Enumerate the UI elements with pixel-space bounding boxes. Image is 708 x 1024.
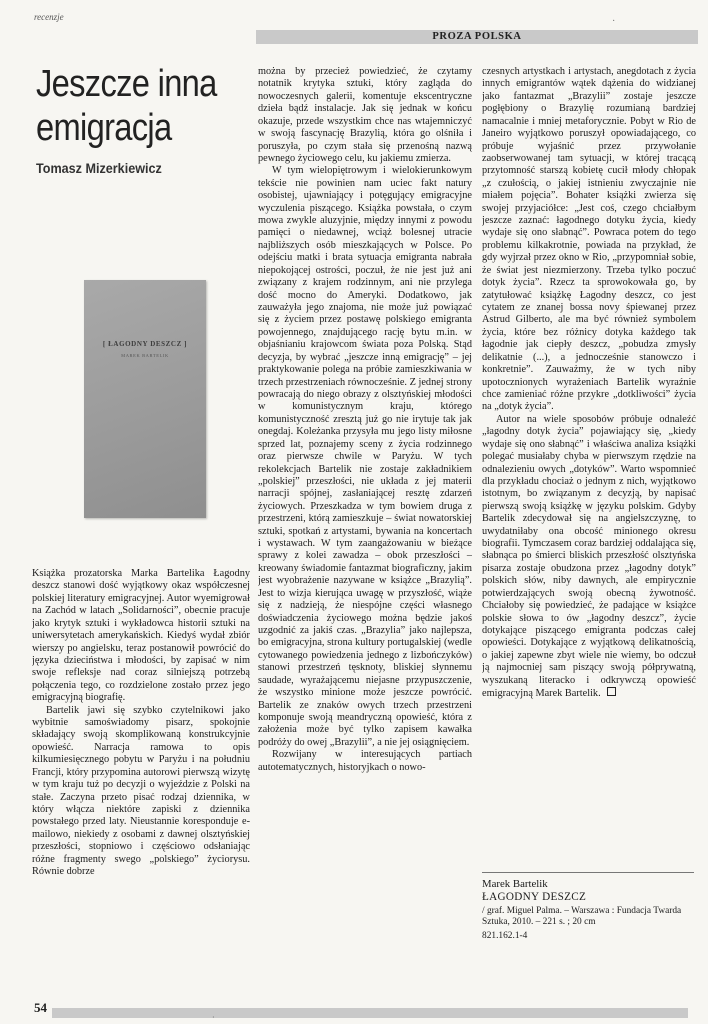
book-cover-author: MAREK BARTELIK	[121, 353, 169, 358]
article-author: Tomasz Mizerkiewicz	[36, 160, 162, 176]
paragraph	[482, 414, 696, 701]
paragraph: można by przecież powiedzieć, że czytamy notatnik krytyka sztuki, który zagląda do nowoczesnych galerii, komentuje ekscentryczne dzieła bądź instalacje. Jak się jednak w końcu okazuje, przede wszystkim chce nas wtajemniczyć w swoją fascynację Brazylią, która go olśniła i poruszyła, po czym stała się przenośną nazwą pewnego życiowego celu, ku jakiemu zmierza.	[258, 66, 472, 164]
article-title-line2: emigracja	[36, 107, 172, 149]
print-speck: ·	[612, 16, 616, 27]
paragraph: Bartelik jawi się szybko czytelnikowi jako wybitnie samoświadomy pisarz, spokojnie składający swoją skomplikowaną konstrukcyjnie opowieść. Narracja ramowa to opis kilkumiesięcznego pobytu w Paryżu i na południu Francji, który przypomina autorowi pierwszą wizytę w tym kraju tuż po decyzji o wyjeździe z Polski na stałe. Zaczyna przeto pisać rodzaj dziennika, w który włącza niektóre zapiski z dziennika powstałego przed laty. Nieustannie koresponduje e-mailowo, niekiedy z osobami z dawnej olsztyńskiej przeszłości, stopniowo i częściowo odsłaniając różne fragmenty swego „polskiego” życiorysu. Równie dobrze	[32, 704, 250, 878]
footer-bar	[52, 1008, 688, 1018]
bibliography-divider	[482, 872, 694, 873]
text-column-3	[482, 66, 696, 866]
bibliography-imprint: / graf. Miguel Palma. – Warszawa : Fundacja Twarda Sztuka, 2010. – 221 s. ; 20 cm	[482, 906, 682, 928]
paragraph: Książka prozatorska Marka Bartelika Łagodny deszcz stanowi dość wyjątkowy okaz współczesnej polskiej literatury emigracyjnej. Autor wyemigrował na Zachód w latach „Solidarności”, obecnie pracuje jako krytyk sztuki i wykładowca historii sztuki na uniwersytetach amerykańskich. Kiedyś wydał zbiór wierszy po angielsku, teraz postanowił powrócić do języka dzieciństwa i młodości, by zapisać w nim swoje refleksje nad coraz silniejszą potrzebą połączenia tego, co rozdzielone zostało przez jego emigracyjną biografię.	[32, 568, 250, 704]
article-title-line1: Jeszcze inna	[36, 63, 217, 105]
text-column-1	[32, 568, 250, 982]
paragraph: czesnych artystkach i artystach, anegdotach z życia innych emigrantów wątek dążenia do widzianej jako fantazmat „Brazylii” zostaje jeszcze pogłębiony o Brazylię rozumianą bardziej namacalnie i mniej metaforycznie. Pobyt w Rio de Janeiro wyjątkowo poruszył opowiadającego, co próbuje wyjaśnić przez przywołanie zaobserwowanej tam sytuacji, w której tracącą przytomność starszą kobietę cucił młody chłopak „z czułością, o jakiej istnieniu zwyczajnie nie miałem pojęcia”. Bohater książki zwierza się swojej przyjaciółce: „Jest coś, czego chciałbym jeszcze zaznać: łagodnego dotyku życia, kiedy wydaje się ono słabnąć”. Powraca potem do tego problemu kilkakrotnie, powiada na przykład, że gdy wyjrzał przez okno w Rio, „przypomniał sobie, że świat jest niezmierzony. Trzeba tylko poczuć dotyk życia”. Rzecz ta sprowokowała go, by zatytułować książkę Łagodny deszcz, co jest cytatem ze znanej bossa novy śpiewanej przez Astrud Gilberto, ale ma być również symbolem życia, które bez różnicy dotyka każdego tak łagodnie jak ciepły deszcz, „pobudza zmysły delikatnie (...), a jednocześnie stanowczo i konkretnie”. Zauważmy, że w tych niby upotocznionych wyrażeniach Bartelik wyraźnie chce zamieniać różne przykre „dotkliwości” życia na „dotyk życia”.	[482, 66, 696, 413]
section-label: recenzje	[34, 12, 64, 22]
bibliography-author: Marek Bartelik	[482, 878, 548, 890]
bibliography-classification: 821.162.1-4	[482, 930, 528, 941]
print-speck: ·	[212, 1013, 215, 1022]
paragraph: Rozwijany w interesujących partiach autotematycznych, historyjkach o nowo-	[258, 749, 472, 773]
paragraph: W tym wielopiętrowym i wielokierunkowym tekście nie powinien nam uciec fakt natury osobistej, ujawniający i potęgujący emigracyjne wyczulenia piszącego. Książka powstała, o czym mowa zwykle aluzyjnie, między innymi z powodu pamięci o niedawnej, wciąż bolesnej utracie najbliższych osób mieszkających w Polsce. Po odejściu matki i brata sytuacja emigranta nabrała niepokojącej ostrości, poczuł, że nie jest już ani związany z krajem rodzinnym, ani nie przylega dość mocno do Ameryki. Dodatkowo, jak zauważyła jego znajoma, nie może już powiązać się z życiem przez postawę polskiego emigranta powojennego, znajdującego rację bytu m.in. w objaśnianiu krajowcom świata poza Polską. Stąd decyzja, by wybrać „jeszcze inną emigrację” – jej praktykowanie polega na próbie zamieszkiwania w trzech przestrzeniach równocześnie. Z jednej strony powracają do niego obrazy z olsztyńskiej młodości w komunistycznym kraju, którego komunistyczność zresztą już go nie irytuje tak jak onegdaj. Koleżanka przysyła mu jego listy miłosne sprzed lat, poznajemy sceny z życia rodzinnego oraz pierwsze chwile w Paryżu. W tych rekolekcjach Bartelik nie zostaje zakładnikiem „polskiej” przeszłości, nie układa z jej materii narracji spójnej, zasłaniającej resztę zdarzeń życiowych. Przeszkadza w tym bowiem druga z przestrzeni, którą zamieszkuje – świat nowatorskiej sztuki, spotkań z artystami, bywania na koncertach i wystawach. W tym zaangażowaniu w bieżące sprawy z kolei zawadza – obok przeszłości – kreowany świadomie fantazmat biograficzny, jakim jest wyobrażenie nazywane w książce „Brazylią”. Jest to wizja kierująca uwagę w przyszłość, wiąże się z nadzieją, że niespójne części własnego doświadczenia życiowego można będzie jakoś uzgodnić za jakiś czas. „Brazylia” jako najlepsza, bo emigracyjna, strona kultury portugalskiej (wedle cytowanego powiedzenia jednego z lizbończyków) stanowi przestrzeń tęsknoty, bliskiej słynnemu saudade, wyrażającemu niejasne przypuszczenie, że wszystko minione może jeszcze powrócić. Bartelik ze znaków owych trzech przestrzeni komponuje swoją meandryczną opowieść, która z założenia może być tylko zapisem kawałka podróży do owej „Brazylii”, a nie jej osiągnięciem.	[258, 165, 472, 748]
book-cover-title: [ ŁAGODNY DESZCZ ]	[102, 340, 188, 348]
article-title	[36, 62, 217, 150]
paragraph-text: Autor na wiele sposobów próbuje odnaleźć „łagodny dotyk życia” pojawiający się, „kiedy wydaje się ono słabnąć” i właściwa analiza książki polegać musiałaby chyba w pierwszym rzędzie na odnalezieniu owych „dotyków”. Warto wspomnieć dla przykładu chociaż o jednym z nich, wyjątkowo istotnym, bo związanym z decyzją, by napisać pierwszą swoją książkę w języku polskim. Gdyby Bartelik zdecydował się na angielszczyznę, to uwydatniłaby ona obcość minionego okresu biografii. Tymczasem coraz bardziej oddalająca się, słabnąca po śmierci bliskich przeszłość olsztyńska pisarza zostaje obudzona przez „łagodny dotyk” polskich słów, niby dawnych, ale empirycznie potwierdzających swoją obecną żywotność. Chciałoby się powiedzieć, że padające w książce polskie słowa to ów „łagodny deszcz”, życie dotykające piszącego emigranta podczas całej opowieści. Dotykające z wyjątkową delikatnością, o jakiej zapewne zbyt wiele nie wiemy, bo odczuł ją najmocniej sam piszący swoją półprywatną, wyszukaną literacko i odkrywczą opowieść emigracyjną Marek Bartelik.	[482, 413, 696, 700]
bibliography-title: ŁAGODNY DESZCZ	[482, 891, 587, 903]
text-column-2	[258, 66, 472, 996]
book-cover-image	[84, 280, 206, 518]
section-title: PROZA POLSKA	[432, 31, 522, 42]
end-of-article-mark	[607, 687, 616, 696]
page-number: 54	[34, 1000, 47, 1015]
bibliography-note	[482, 878, 696, 942]
